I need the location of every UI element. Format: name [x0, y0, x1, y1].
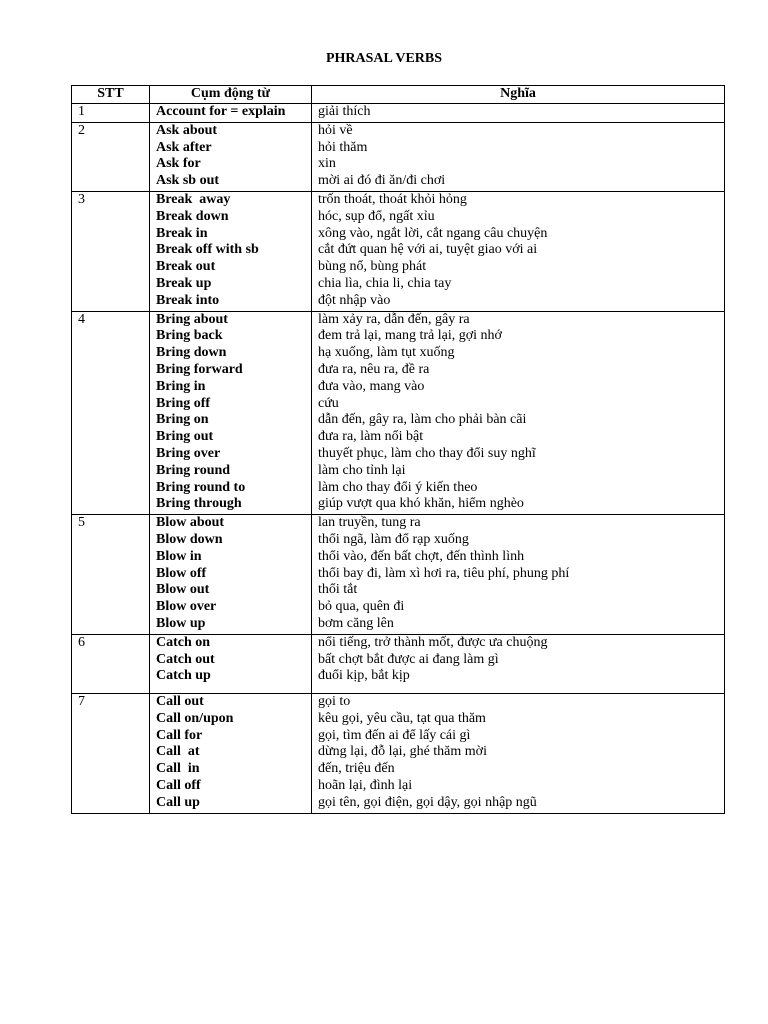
- table-row: [72, 634, 725, 693]
- verb-cell: [150, 515, 312, 635]
- page-title: PHRASAL VERBS: [325, 51, 443, 66]
- row-number: 1: [72, 104, 150, 123]
- meaning: bơm căng lên: [318, 615, 394, 631]
- phrasal-verb: Bring off: [156, 395, 211, 411]
- phrasal-verb: Catch up: [156, 668, 211, 684]
- table-row: [72, 694, 725, 814]
- header-meaning: Nghĩa: [312, 86, 725, 104]
- meaning: đưa ra, làm nổi bật: [318, 429, 424, 445]
- phrasal-verb: Call up: [156, 794, 200, 810]
- meaning: làm cho thay đổi ý kiến theo: [318, 479, 478, 495]
- phrasal-verb: Break out: [156, 259, 216, 275]
- meaning-cell: [312, 694, 725, 814]
- meaning-cell: [312, 122, 725, 191]
- table-header-row: [72, 86, 725, 104]
- phrasal-verb: Ask after: [156, 139, 212, 155]
- phrasal-verb: Blow off: [156, 565, 207, 581]
- meaning: đến, triệu đến: [318, 761, 395, 777]
- phrasal-verb: Blow out: [156, 582, 210, 598]
- meaning: hỏi về: [318, 122, 353, 138]
- phrasal-verb: Bring round: [156, 462, 231, 478]
- row-number: 2: [72, 122, 150, 191]
- phrasal-verb: Ask for: [156, 156, 201, 172]
- header-phrasal-verb: Cụm động từ: [150, 86, 312, 104]
- meaning: trốn thoát, thoát khỏi hỏng: [318, 191, 467, 207]
- meaning: nổi tiếng, trở thành mốt, được ưa chuộng: [318, 634, 548, 650]
- phrasal-verb: Bring on: [156, 412, 209, 428]
- meaning: dẫn đến, gây ra, làm cho phải bàn cãi: [318, 412, 527, 428]
- meaning: kêu gọi, yêu cầu, tạt qua thăm: [318, 710, 486, 726]
- phrasal-verb: Bring out: [156, 429, 214, 445]
- meaning: thổi bay đi, làm xì hơi ra, tiêu phí, phung phí: [318, 565, 570, 581]
- meaning-cell: [312, 515, 725, 635]
- phrasal-verb: Call at: [156, 744, 200, 760]
- phrasal-verb: Break down: [156, 208, 229, 224]
- meaning: giải thích: [318, 104, 371, 119]
- phrasal-verb: Bring through: [156, 496, 242, 512]
- meaning: lan truyền, tung ra: [318, 515, 421, 531]
- phrasal-verb: Bring back: [156, 328, 223, 344]
- phrasal-verb: Account for = explain: [156, 104, 286, 119]
- meaning: chia lìa, chia li, chia tay: [318, 275, 452, 291]
- verb-cell: [150, 694, 312, 814]
- phrasal-verb: Break in: [156, 225, 208, 241]
- phrasal-verb: Call on/upon: [156, 710, 234, 726]
- meaning: làm xảy ra, dẫn đến, gây ra: [318, 311, 470, 327]
- row-number: 5: [72, 515, 150, 635]
- phrasal-verb: Bring in: [156, 378, 206, 394]
- phrasal-verb: Catch on: [156, 634, 211, 650]
- verb-cell: [150, 634, 312, 693]
- verb-cell: [150, 104, 312, 123]
- row-number: 7: [72, 694, 150, 814]
- phrasal-verbs-table: [71, 85, 725, 814]
- phrasal-verb: Call in: [156, 761, 200, 777]
- meaning: hỏi thăm: [318, 139, 368, 155]
- meaning: làm cho tỉnh lại: [318, 462, 406, 478]
- meaning: thổi tắt: [318, 582, 358, 598]
- meaning: đem trả lại, mang trả lại, gợi nhớ: [318, 328, 502, 344]
- table-row: [72, 122, 725, 191]
- phrasal-verb: Catch out: [156, 651, 215, 667]
- meaning: gọi tên, gọi điện, gọi dậy, gọi nhập ngũ: [318, 794, 537, 810]
- meaning: thổi vào, đến bất chợt, đến thình lình: [318, 548, 525, 564]
- table-row: [72, 104, 725, 123]
- table-row: [72, 191, 725, 311]
- meaning: thổi ngã, làm đổ rạp xuống: [318, 531, 469, 547]
- phrasal-verb: Call out: [156, 694, 204, 710]
- meaning-cell: [312, 311, 725, 515]
- verb-cell: [150, 191, 312, 311]
- meaning-cell: [312, 634, 725, 693]
- phrasal-verb: Blow up: [156, 615, 206, 631]
- meaning: cắt đứt quan hệ với ai, tuyệt giao với ai: [318, 242, 538, 258]
- table-row: [72, 311, 725, 515]
- meaning: gọi to: [318, 694, 351, 710]
- phrasal-verb: Blow about: [156, 515, 225, 531]
- meaning: bùng nổ, bùng phát: [318, 259, 427, 275]
- row-number: 6: [72, 634, 150, 693]
- meaning: giúp vượt qua khó khăn, hiểm nghèo: [318, 496, 524, 512]
- phrasal-verb: Break off with sb: [156, 242, 259, 258]
- meaning: gọi, tìm đến ai để lấy cái gì: [318, 727, 471, 743]
- meaning: hóc, sụp đổ, ngất xỉu: [318, 208, 435, 224]
- phrasal-verb: Blow over: [156, 599, 217, 615]
- meaning: xin: [318, 156, 336, 172]
- phrasal-verb: Bring down: [156, 345, 227, 361]
- meaning: đưa vào, mang vào: [318, 378, 425, 394]
- phrasal-verb: Break away: [156, 191, 231, 207]
- phrasal-verb: Break into: [156, 292, 220, 308]
- meaning-cell: [312, 191, 725, 311]
- meaning: dừng lại, đỗ lại, ghé thăm mời: [318, 744, 487, 760]
- phrasal-verb: Bring round to: [156, 479, 246, 495]
- meaning: thuyết phục, làm cho thay đổi suy nghĩ: [318, 445, 536, 461]
- phrasal-verb: Ask sb out: [156, 173, 220, 189]
- verb-cell: [150, 122, 312, 191]
- meaning: hạ xuống, làm tụt xuống: [318, 345, 455, 361]
- meaning: mời ai đó đi ăn/đi chơi: [318, 173, 446, 189]
- meaning-cell: [312, 104, 725, 123]
- meaning: đuổi kịp, bắt kịp: [318, 668, 410, 684]
- phrasal-verb: Bring over: [156, 445, 221, 461]
- phrasal-verb: Call off: [156, 778, 201, 794]
- phrasal-verb: Bring about: [156, 311, 228, 327]
- phrasal-verb: Blow down: [156, 531, 223, 547]
- header-stt: STT: [72, 86, 150, 104]
- phrasal-verb: Call for: [156, 727, 203, 743]
- meaning: xông vào, ngắt lời, cắt ngang câu chuyện: [318, 225, 548, 241]
- phrasal-verb: Ask about: [156, 122, 218, 138]
- phrasal-verb: Break up: [156, 275, 212, 291]
- table-row: [72, 515, 725, 635]
- phrasal-verb: Bring forward: [156, 361, 243, 377]
- phrasal-verb: Blow in: [156, 548, 202, 564]
- meaning: đột nhập vào: [318, 292, 391, 308]
- row-number: 4: [72, 311, 150, 515]
- meaning: hoãn lại, đình lại: [318, 778, 413, 794]
- meaning: đưa ra, nêu ra, đề ra: [318, 361, 430, 377]
- meaning: bất chợt bắt được ai đang làm gì: [318, 651, 499, 667]
- row-number: 3: [72, 191, 150, 311]
- verb-cell: [150, 311, 312, 515]
- meaning: cứu: [318, 395, 339, 411]
- meaning: bỏ qua, quên đi: [318, 599, 405, 615]
